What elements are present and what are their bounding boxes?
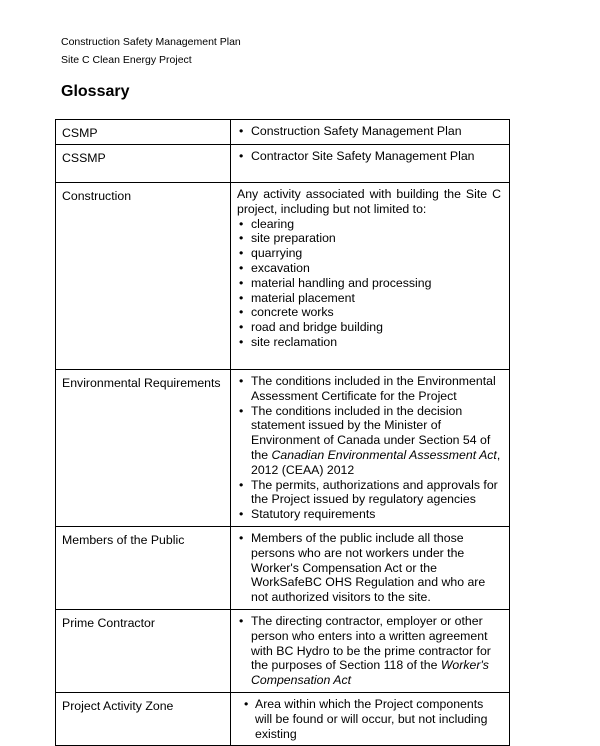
table-row bbox=[56, 370, 510, 527]
glossary-definition bbox=[231, 526, 510, 609]
table-row bbox=[56, 183, 510, 370]
list-item: • material handling and processing bbox=[237, 276, 501, 291]
list-item: • The conditions included in the Environmental Assessment Certificate for the Project bbox=[237, 374, 501, 404]
glossary-definition bbox=[231, 609, 510, 692]
table-row bbox=[56, 145, 510, 183]
glossary-term: Members of the Public bbox=[56, 526, 231, 609]
glossary-term: Environmental Requirements bbox=[56, 370, 231, 527]
list-item: • excavation bbox=[237, 261, 501, 276]
glossary-term: Construction bbox=[56, 183, 231, 370]
list-item: • Contractor Site Safety Management Plan bbox=[237, 149, 501, 164]
glossary-term: Project Activity Zone bbox=[56, 692, 231, 745]
table-row bbox=[56, 120, 510, 145]
glossary-definition bbox=[231, 120, 510, 145]
list-item: • Statutory requirements bbox=[237, 507, 501, 522]
list-item: • Members of the public include all those persons who are not workers under the Worker's Compensation Act or the WorkSafeBC OHS Regulation and who are not authorized visitors to the site. bbox=[237, 531, 501, 605]
list-item: • site preparation bbox=[237, 231, 501, 246]
definition-intro: Any activity associated with building the Site C project, including but not limited to: bbox=[237, 187, 501, 216]
glossary-definition bbox=[231, 183, 510, 370]
list-item: • road and bridge building bbox=[237, 320, 501, 335]
page-title: Glossary bbox=[61, 83, 130, 100]
table-row bbox=[56, 609, 510, 692]
glossary-table bbox=[55, 119, 510, 746]
glossary-definition bbox=[231, 692, 510, 745]
glossary-term: CSMP bbox=[56, 120, 231, 145]
table-row bbox=[56, 692, 510, 745]
list-item: • The permits, authorizations and approvals for the Project issued by regulatory agencies bbox=[237, 478, 501, 508]
document-header-title: Construction Safety Management Plan bbox=[61, 36, 241, 48]
document-header-project: Site C Clean Energy Project bbox=[61, 54, 192, 66]
list-item: • Area within which the Project components will be found or will occur, but not including existing bbox=[237, 697, 501, 741]
list-item: • site reclamation bbox=[237, 335, 501, 350]
glossary-definition bbox=[231, 370, 510, 527]
glossary-term: Prime Contractor bbox=[56, 609, 231, 692]
list-item: • Construction Safety Management Plan bbox=[237, 124, 501, 139]
list-item: • clearing bbox=[237, 217, 501, 232]
glossary-term: CSSMP bbox=[56, 145, 231, 183]
table-row bbox=[56, 526, 510, 609]
list-item: • The conditions included in the decision statement issued by the Minister of Environment of Canada under Section 54 of the Canadian Environmental Assessment Act, 2012 (CEAA) 2012 bbox=[237, 404, 501, 478]
list-item: • The directing contractor, employer or other person who enters into a written agreement with BC Hydro to be the prime contractor for the purposes of Section 118 of the Worker's Compensation Act bbox=[237, 614, 501, 688]
list-item: • concrete works bbox=[237, 305, 501, 320]
list-item: • quarrying bbox=[237, 246, 501, 261]
glossary-definition bbox=[231, 145, 510, 183]
list-item: • material placement bbox=[237, 291, 501, 306]
